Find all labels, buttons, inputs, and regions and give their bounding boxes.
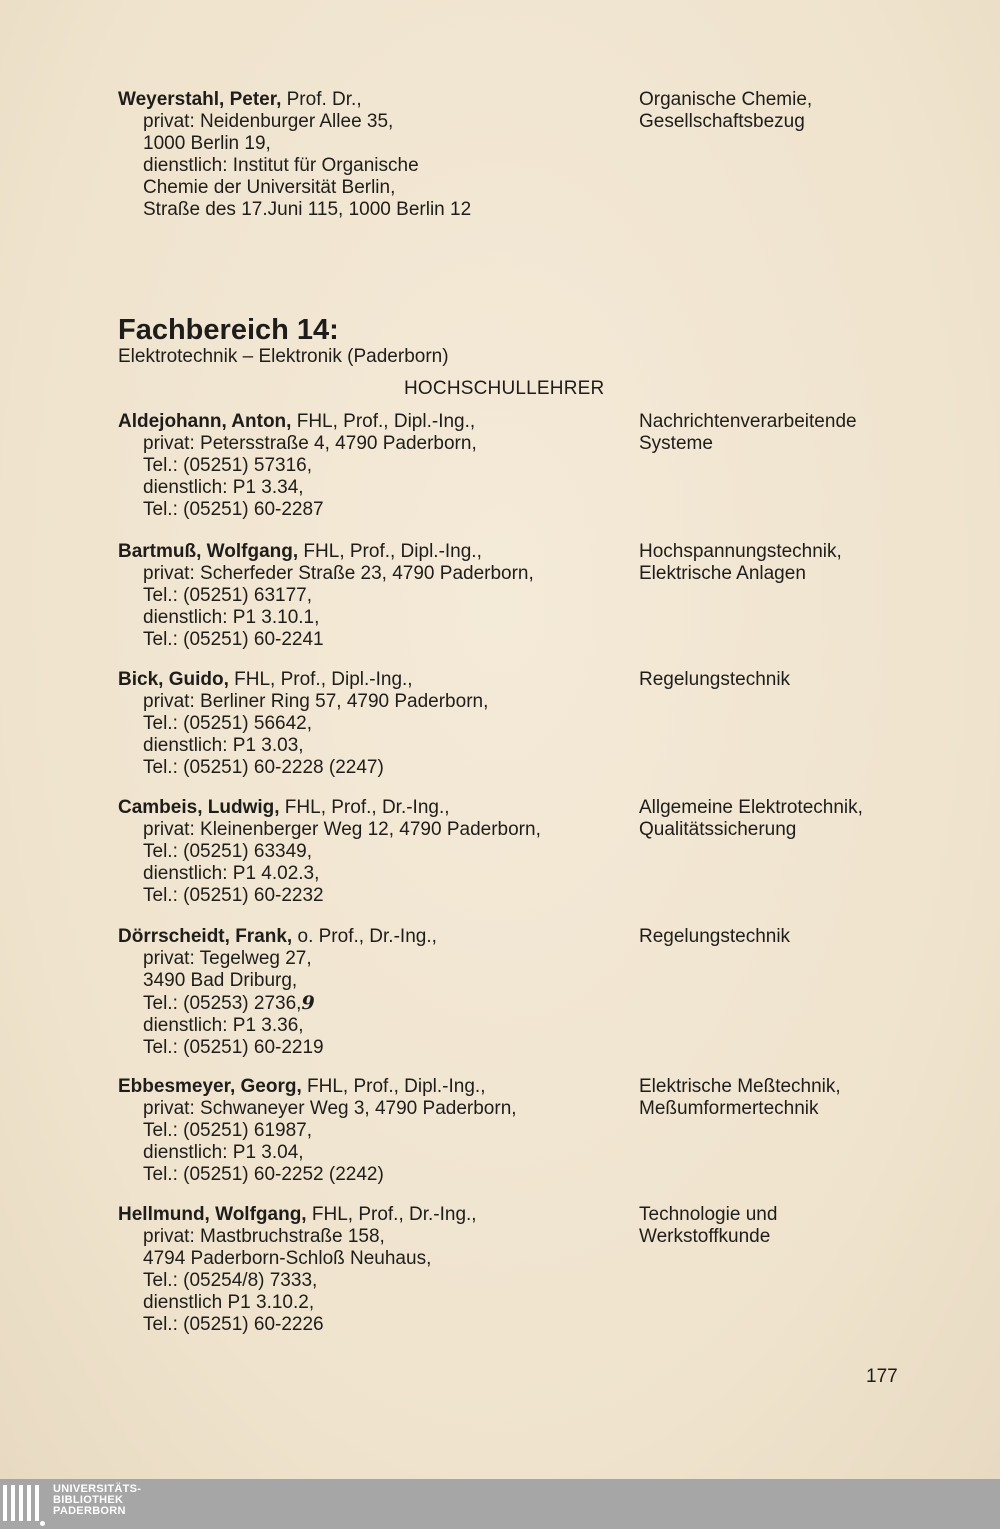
entry-details (118, 669, 628, 779)
logo-line: PADERBORN (53, 1505, 126, 1517)
entry-line: privat: Petersstraße 4, 4790 Paderborn, (143, 433, 477, 454)
entry-line: privat: Neidenburger Allee 35, (143, 111, 394, 132)
library-logo-icon (3, 1481, 47, 1525)
entry-line: Tel.: (05251) 60-2232 (143, 885, 324, 906)
entry-line: dienstlich: P1 3.03, (143, 735, 304, 756)
handwritten-note: 9 (301, 992, 315, 1014)
entry-name: Cambeis, Ludwig, (118, 797, 280, 818)
entry-line: dienstlich: P1 4.02.3, (143, 863, 320, 884)
entry-line: privat: Tegelweg 27, (143, 948, 312, 969)
logo-line: UNIVERSITÄTS- (53, 1483, 142, 1495)
entry-name: Hellmund, Wolfgang, (118, 1204, 307, 1225)
entry-name: Weyerstahl, Peter, (118, 89, 282, 110)
entry-details (118, 541, 628, 651)
entry-line: Tel.: (05254/8) 7333, (143, 1270, 318, 1291)
section-title: Fachbereich 14: (118, 314, 339, 346)
entry-line: Tel.: (05251) 61987, (143, 1120, 313, 1141)
entry-details (118, 411, 628, 521)
entry-details (118, 1204, 628, 1336)
entry-line: Tel.: (05251) 57316, (143, 455, 313, 476)
entry-line: 4794 Paderborn-Schloß Neuhaus, (143, 1248, 432, 1269)
entry-subject (639, 89, 949, 133)
entry-line: dienstlich: P1 3.10.1, (143, 607, 320, 628)
subject-line: Meßumformertechnik (639, 1098, 819, 1119)
subject-line: Regelungstechnik (639, 669, 791, 690)
subject-line: Technologie und (639, 1204, 778, 1225)
subject-line: Elektrische Meßtechnik, (639, 1076, 841, 1097)
entry-details (118, 89, 628, 221)
subject-line: Allgemeine Elektrotechnik, (639, 797, 863, 818)
entry-line: privat: Scherfeder Straße 23, 4790 Paderborn, (143, 563, 534, 584)
entry-title: FHL, Prof., Dr.-Ing., (279, 797, 450, 818)
entry-title: o. Prof., Dr.-Ing., (292, 926, 437, 947)
section-heading: HOCHSCHULLEHRER (404, 378, 605, 399)
subject-line: Regelungstechnik (639, 926, 791, 947)
subject-line: Nachrichtenverarbeitende (639, 411, 857, 432)
entry-line: privat: Mastbruchstraße 158, (143, 1226, 385, 1247)
entry-header (118, 926, 628, 948)
entry-name: Bick, Guido, (118, 669, 229, 690)
entry-title: Prof. Dr., (281, 89, 362, 110)
entry-subject (639, 541, 949, 585)
subject-line: Systeme (639, 433, 713, 454)
entry-name: Aldejohann, Anton, (118, 411, 292, 432)
entry-line: dienstlich: P1 3.34, (143, 477, 304, 498)
entry-subject (639, 797, 949, 841)
entry-header (118, 1076, 628, 1098)
entry-line: Chemie der Universität Berlin, (143, 177, 396, 198)
entry-subject (639, 1076, 949, 1120)
entry-title: FHL, Prof., Dr.-Ing., (306, 1204, 477, 1225)
entry-title: FHL, Prof., Dipl.-Ing., (298, 541, 482, 562)
entry-line: dienstlich: P1 3.36, (143, 1015, 304, 1036)
entry-line-phone (118, 992, 628, 1015)
entry-header (118, 1204, 628, 1226)
subject-line: Qualitätssicherung (639, 819, 797, 840)
entry-line: dienstlich: P1 3.04, (143, 1142, 304, 1163)
subject-line: Hochspannungstechnik, (639, 541, 842, 562)
entry-header (118, 797, 628, 819)
entry-line: Straße des 17.Juni 115, 1000 Berlin 12 (143, 199, 472, 220)
library-footer (0, 1479, 1000, 1529)
entry-header (118, 89, 628, 111)
entry-line: privat: Schwaneyer Weg 3, 4790 Paderborn, (143, 1098, 517, 1119)
entry-subject (639, 669, 949, 691)
entry-header (118, 411, 628, 433)
entry-subject (639, 411, 949, 455)
entry-line: privat: Kleinenberger Weg 12, 4790 Paderborn, (143, 819, 541, 840)
entry-subject (639, 1204, 949, 1248)
entry-line: Tel.: (05251) 63177, (143, 585, 313, 606)
entry-name: Ebbesmeyer, Georg, (118, 1076, 302, 1097)
entry-name: Dörrscheidt, Frank, (118, 926, 293, 947)
entry-details (118, 797, 628, 907)
logo-line: BIBLIOTHEK (53, 1494, 124, 1506)
subject-line: Gesellschaftsbezug (639, 111, 805, 132)
entry-title: FHL, Prof., Dipl.-Ing., (228, 669, 413, 690)
entry-line: privat: Berliner Ring 57, 4790 Paderborn, (143, 691, 489, 712)
page-number: 177 (866, 1366, 898, 1387)
entry-line: 3490 Bad Driburg, (143, 970, 298, 991)
entry-title: FHL, Prof., Dipl.-Ing., (301, 1076, 486, 1097)
entry-header (118, 541, 628, 563)
entry-subject (639, 926, 949, 948)
entry-line: Tel.: (05251) 60-2252 (2242) (143, 1164, 384, 1185)
entry-title: FHL, Prof., Dipl.-Ing., (291, 411, 476, 432)
entry-line: Tel.: (05251) 60-2226 (143, 1314, 324, 1335)
entry-line: Tel.: (05251) 63349, (143, 841, 313, 862)
entry-line: Tel.: (05251) 56642, (143, 713, 313, 734)
section-subtitle: Elektrotechnik – Elektronik (Paderborn) (118, 346, 449, 367)
subject-line: Organische Chemie, (639, 89, 813, 110)
entry-details (118, 926, 628, 1059)
entry-header (118, 669, 628, 691)
entry-line: dienstlich: Institut für Organische (143, 155, 419, 176)
entry-details (118, 1076, 628, 1186)
entry-line: Tel.: (05251) 60-2241 (143, 629, 324, 650)
entry-line: Tel.: (05251) 60-2287 (143, 499, 324, 520)
entry-line: Tel.: (05251) 60-2228 (2247) (143, 757, 384, 778)
entry-line: dienstlich P1 3.10.2, (143, 1292, 315, 1313)
subject-line: Werkstoffkunde (639, 1226, 771, 1247)
library-logo-text (53, 1484, 141, 1517)
entry-line: Tel.: (05253) 2736, (143, 993, 302, 1014)
entry-name: Bartmuß, Wolfgang, (118, 541, 299, 562)
entry-line: Tel.: (05251) 60-2219 (143, 1037, 324, 1058)
subject-line: Elektrische Anlagen (639, 563, 806, 584)
entry-line: 1000 Berlin 19, (143, 133, 271, 154)
